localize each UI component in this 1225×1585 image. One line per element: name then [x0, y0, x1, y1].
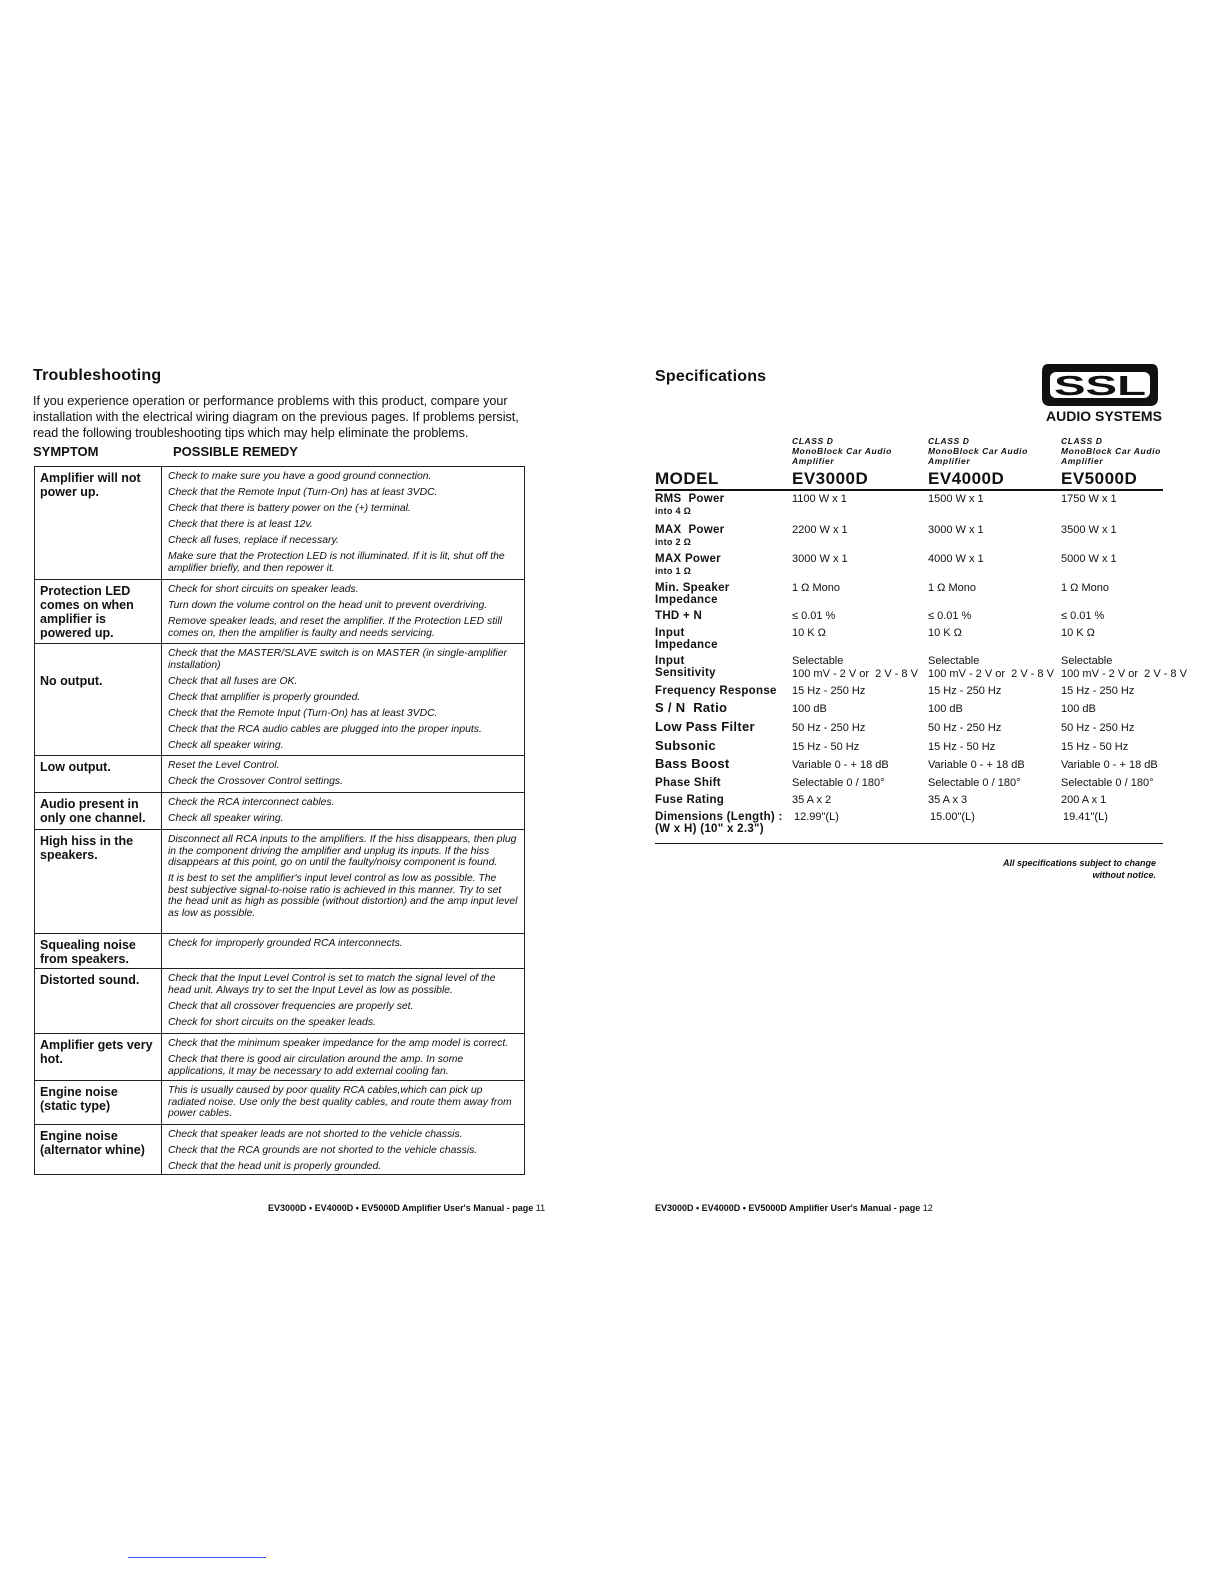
spec-label: Phase Shift: [655, 777, 721, 789]
spec-label: THD + N: [655, 610, 703, 622]
table-row: [35, 792, 524, 829]
spec-value: Selectable 100 mV - 2 V or 2 V - 8 V: [928, 655, 1054, 680]
spec-value: 15 Hz - 50 Hz: [792, 741, 860, 753]
spec-value: 3000 W x 1: [928, 524, 984, 536]
remedy-cell: [162, 1125, 524, 1174]
class-description: CLASS D MonoBlock Car Audio Amplifier: [1061, 436, 1161, 466]
remedy-item: Check to make sure you have a good ground connection.: [168, 471, 432, 482]
spec-value: 50 Hz - 250 Hz: [1061, 722, 1135, 734]
spec-value: ≤ 0.01 %: [792, 610, 836, 622]
spec-sublabel: into 2 Ω: [655, 537, 692, 547]
spec-label: Fuse Rating: [655, 794, 725, 806]
page-number: 11: [535, 1203, 546, 1213]
spec-value: 10 K Ω: [792, 627, 826, 639]
spec-label: RMS Power into 4 Ω: [655, 493, 725, 516]
spec-label: Subsonic: [655, 738, 716, 753]
spec-value: 3500 W x 1: [1061, 524, 1117, 536]
model-name: EV3000D: [792, 469, 869, 488]
symptom-cell: Distorted sound.: [35, 969, 162, 1033]
spec-value: Selectable 100 mV - 2 V or 2 V - 8 V: [792, 655, 918, 680]
spec-label: MAX Power into 1 Ω: [655, 553, 721, 576]
spec-label: Dimensions (Length) : (W x H) (10" x 2.3"): [655, 811, 783, 835]
remedy-cell: [162, 793, 524, 829]
table-row: [35, 1033, 524, 1080]
remedy-item: This is usually caused by poor quality RCA cables,which can pick up radiated noise. Use only the best quality cables, and route them away from power cables.: [168, 1085, 512, 1119]
remedy-cell: [162, 467, 524, 579]
symptom-cell: Audio present in only one channel.: [35, 793, 162, 829]
remedy-cell: [162, 580, 524, 643]
spec-value: 15 Hz - 250 Hz: [928, 685, 1002, 697]
intro-paragraph: If you experience operation or performance problems with this product, compare your installation with the electrical wiring diagram on the previous pages. If problems persist, read the following troubleshooting tips which may help eliminate the problems.: [33, 394, 519, 440]
spec-value: 3000 W x 1: [792, 553, 848, 565]
page-footer-right: [655, 1203, 933, 1213]
remedy-item: Check that the RCA audio cables are plugged into the proper inputs.: [168, 723, 482, 735]
class-description: CLASS D MonoBlock Car Audio Amplifier: [792, 436, 892, 466]
remedy-cell: [162, 756, 524, 792]
remedy-item: Check for short circuits on the speaker leads.: [168, 1016, 376, 1028]
spec-value: 100 dB: [1061, 703, 1096, 715]
remedy-item: Disconnect all RCA inputs to the amplifiers. If the hiss disappears, then plug in the component driving the amplifier and unplug its inputs. If the hiss disappears at this point, go on until the faulty/noisy component is found.: [168, 834, 517, 868]
spec-value: 100 dB: [928, 703, 963, 715]
remedy-item: Check for improperly grounded RCA interconnects.: [168, 938, 403, 949]
spec-value: Variable 0 - + 18 dB: [792, 759, 889, 771]
spec-label: Input Sensitivity: [655, 655, 716, 679]
remedy-item: It is best to set the amplifier's input level control as low as possible. The best subjective signal-to-noise ratio is achieved in this manner. Try to set the head unit as high as possible (without distortion) and the amp input level as low as possible.: [168, 873, 518, 919]
spec-label: Frequency Response: [655, 685, 777, 697]
spec-value: Variable 0 - + 18 dB: [928, 759, 1025, 771]
spec-value: ≤ 0.01 %: [1061, 610, 1105, 622]
troubleshooting-table: [34, 466, 525, 1175]
remedy-item: Check that the minimum speaker impedance for the amp model is correct.: [168, 1038, 509, 1049]
page-footer-left: [268, 1203, 545, 1213]
brand-name: AUDIO SYSTEMS: [1046, 408, 1162, 424]
table-row: [35, 467, 524, 579]
remedy-item: Make sure that the Protection LED is not illuminated. If it is lit, shut off the amplifier briefly, and then repower it.: [168, 551, 505, 574]
spec-value: 1 Ω Mono: [1061, 582, 1109, 594]
spec-sublabel: into 4 Ω: [655, 506, 692, 516]
spec-value: 1500 W x 1: [928, 493, 984, 505]
spec-label: Min. Speaker Impedance: [655, 582, 730, 606]
spec-value: 35 A x 2: [792, 794, 832, 806]
remedy-header: POSSIBLE REMEDY: [173, 444, 298, 459]
spec-value: 1100 W x 1: [792, 493, 847, 505]
remedy-cell: [162, 934, 524, 968]
spec-value: 35 A x 3: [928, 794, 968, 806]
symptom-cell: Protection LED comes on when amplifier is powered up.: [35, 580, 162, 643]
spec-value: ≤ 0.01 %: [928, 610, 972, 622]
spec-label: Low Pass Filter: [655, 719, 755, 734]
spec-value: 1 Ω Mono: [928, 582, 976, 594]
remedy-item: Check all speaker wiring.: [168, 739, 284, 751]
symptom-cell: No output.: [35, 644, 162, 755]
spec-value: 15 Hz - 50 Hz: [928, 741, 996, 753]
spec-label: S / N Ratio: [655, 700, 728, 715]
remedy-item: Remove speaker leads, and reset the amplifier. If the Protection LED still comes on, then the amplifier is faulty and needs servicing.: [168, 616, 503, 639]
page-number: 12: [922, 1203, 933, 1213]
spec-value: 15.00"(L): [930, 811, 975, 823]
class-description: CLASS D MonoBlock Car Audio Amplifier: [928, 436, 1028, 466]
spec-value: Selectable 100 mV - 2 V or 2 V - 8 V: [1061, 655, 1187, 680]
symptom-cell: Amplifier will not power up.: [35, 467, 162, 579]
model-name: EV4000D: [928, 469, 1005, 488]
remedy-item: Check that speaker leads are not shorted to the vehicle chassis.: [168, 1129, 463, 1140]
spec-value: Variable 0 - + 18 dB: [1061, 759, 1158, 771]
table-row: [35, 1080, 524, 1124]
remedy-item: Check that the Input Level Control is set to match the signal level of the head unit. Always try to set the Input Level as low as possible.: [168, 973, 496, 996]
symptom-cell: High hiss in the speakers.: [35, 830, 162, 933]
spec-value: 12.99"(L): [794, 811, 839, 823]
table-bottom-rule: [655, 843, 1163, 844]
spec-value: 1 Ω Mono: [792, 582, 840, 594]
spec-value: Selectable 0 / 180°: [1061, 777, 1154, 789]
model-label: MODEL: [655, 469, 719, 488]
remedy-item: Check that the head unit is properly grounded.: [168, 1161, 382, 1172]
table-row: [35, 968, 524, 1033]
table-row: [35, 579, 524, 643]
model-name: EV5000D: [1061, 469, 1138, 488]
spec-value: 10 K Ω: [928, 627, 962, 639]
spec-value: 200 A x 1: [1061, 794, 1107, 806]
symptom-header: SYMPTOM: [33, 444, 99, 459]
symptom-cell: Engine noise (static type): [35, 1081, 162, 1124]
remedy-item: Check that the MASTER/SLAVE switch is on MASTER (in single-amplifier installation): [168, 648, 507, 671]
remedy-item: Check for short circuits on speaker leads.: [168, 584, 359, 595]
spec-label: Input Impedance: [655, 627, 718, 651]
spec-value: 5000 W x 1: [1061, 553, 1117, 565]
symptom-cell: Low output.: [35, 756, 162, 792]
remedy-item: Check that the RCA grounds are not shorted to the vehicle chassis.: [168, 1145, 478, 1156]
remedy-item: Check the RCA interconnect cables.: [168, 797, 335, 808]
remedy-item: Check that there is battery power on the (+) terminal.: [168, 503, 411, 514]
remedy-item: Check that amplifier is properly grounded.: [168, 691, 361, 703]
remedy-item: Check all fuses, replace if necessary.: [168, 535, 339, 546]
table-row: [35, 933, 524, 968]
remedy-item: Check that there is at least 12v.: [168, 519, 313, 530]
remedy-item: Check the Crossover Control settings.: [168, 776, 343, 787]
remedy-item: Reset the Level Control.: [168, 760, 280, 771]
spec-label: MAX Power into 2 Ω: [655, 524, 725, 547]
spec-value: Selectable 0 / 180°: [928, 777, 1021, 789]
link-underline: [128, 1557, 266, 1558]
symptom-cell: Amplifier gets very hot.: [35, 1034, 162, 1080]
spec-value: 4000 W x 1: [928, 553, 984, 565]
spec-value: Selectable 0 / 180°: [792, 777, 885, 789]
remedy-cell: [162, 644, 524, 755]
spec-value: 100 dB: [792, 703, 827, 715]
remedy-item: Check all speaker wiring.: [168, 813, 284, 824]
svg-text:SSL: SSL: [1054, 370, 1146, 401]
symptom-cell: Engine noise (alternator whine): [35, 1125, 162, 1174]
header-divider: [655, 489, 1163, 491]
spec-label: Bass Boost: [655, 756, 730, 771]
spec-value: 15 Hz - 250 Hz: [1061, 685, 1135, 697]
spec-value: 19.41"(L): [1063, 811, 1108, 823]
specifications-title: Specifications: [655, 368, 767, 385]
spec-value: 2200 W x 1: [792, 524, 848, 536]
symptom-cell: Squealing noise from speakers.: [35, 934, 162, 968]
spec-value: 50 Hz - 250 Hz: [928, 722, 1002, 734]
spec-value: 15 Hz - 250 Hz: [792, 685, 866, 697]
spec-value: 1750 W x 1: [1061, 493, 1117, 505]
table-row: [35, 643, 524, 755]
footer-text: EV3000D • EV4000D • EV5000D Amplifier User's Manual - page: [268, 1203, 534, 1213]
ssl-logo: [1040, 362, 1160, 408]
remedy-item: Check that all fuses are OK.: [168, 675, 298, 687]
spec-sublabel: into 1 Ω: [655, 566, 692, 576]
spec-value: 15 Hz - 50 Hz: [1061, 741, 1129, 753]
remedy-cell: [162, 1081, 524, 1124]
table-row: [35, 829, 524, 933]
spec-value: 10 K Ω: [1061, 627, 1095, 639]
footer-text: EV3000D • EV4000D • EV5000D Amplifier User's Manual - page: [655, 1203, 921, 1213]
remedy-item: Turn down the volume control on the head unit to prevent overdriving.: [168, 600, 488, 611]
remedy-cell: [162, 1034, 524, 1080]
remedy-item: Check that there is good air circulation around the amp. In some applications, it may be necessary to add external cooling fan.: [168, 1054, 464, 1077]
remedy-cell: [162, 830, 524, 933]
remedy-item: Check that all crossover frequencies are properly set.: [168, 1000, 414, 1012]
spec-value: 50 Hz - 250 Hz: [792, 722, 866, 734]
table-row: [35, 755, 524, 792]
remedy-cell: [162, 969, 524, 1033]
spec-disclaimer: All specifications subject to change without notice.: [1002, 858, 1156, 880]
remedy-item: Check that the Remote Input (Turn-On) has at least 3VDC.: [168, 487, 438, 498]
table-row: [35, 1124, 524, 1174]
remedy-item: Check that the Remote Input (Turn-On) has at least 3VDC.: [168, 707, 438, 719]
troubleshooting-title: Troubleshooting: [33, 367, 162, 384]
